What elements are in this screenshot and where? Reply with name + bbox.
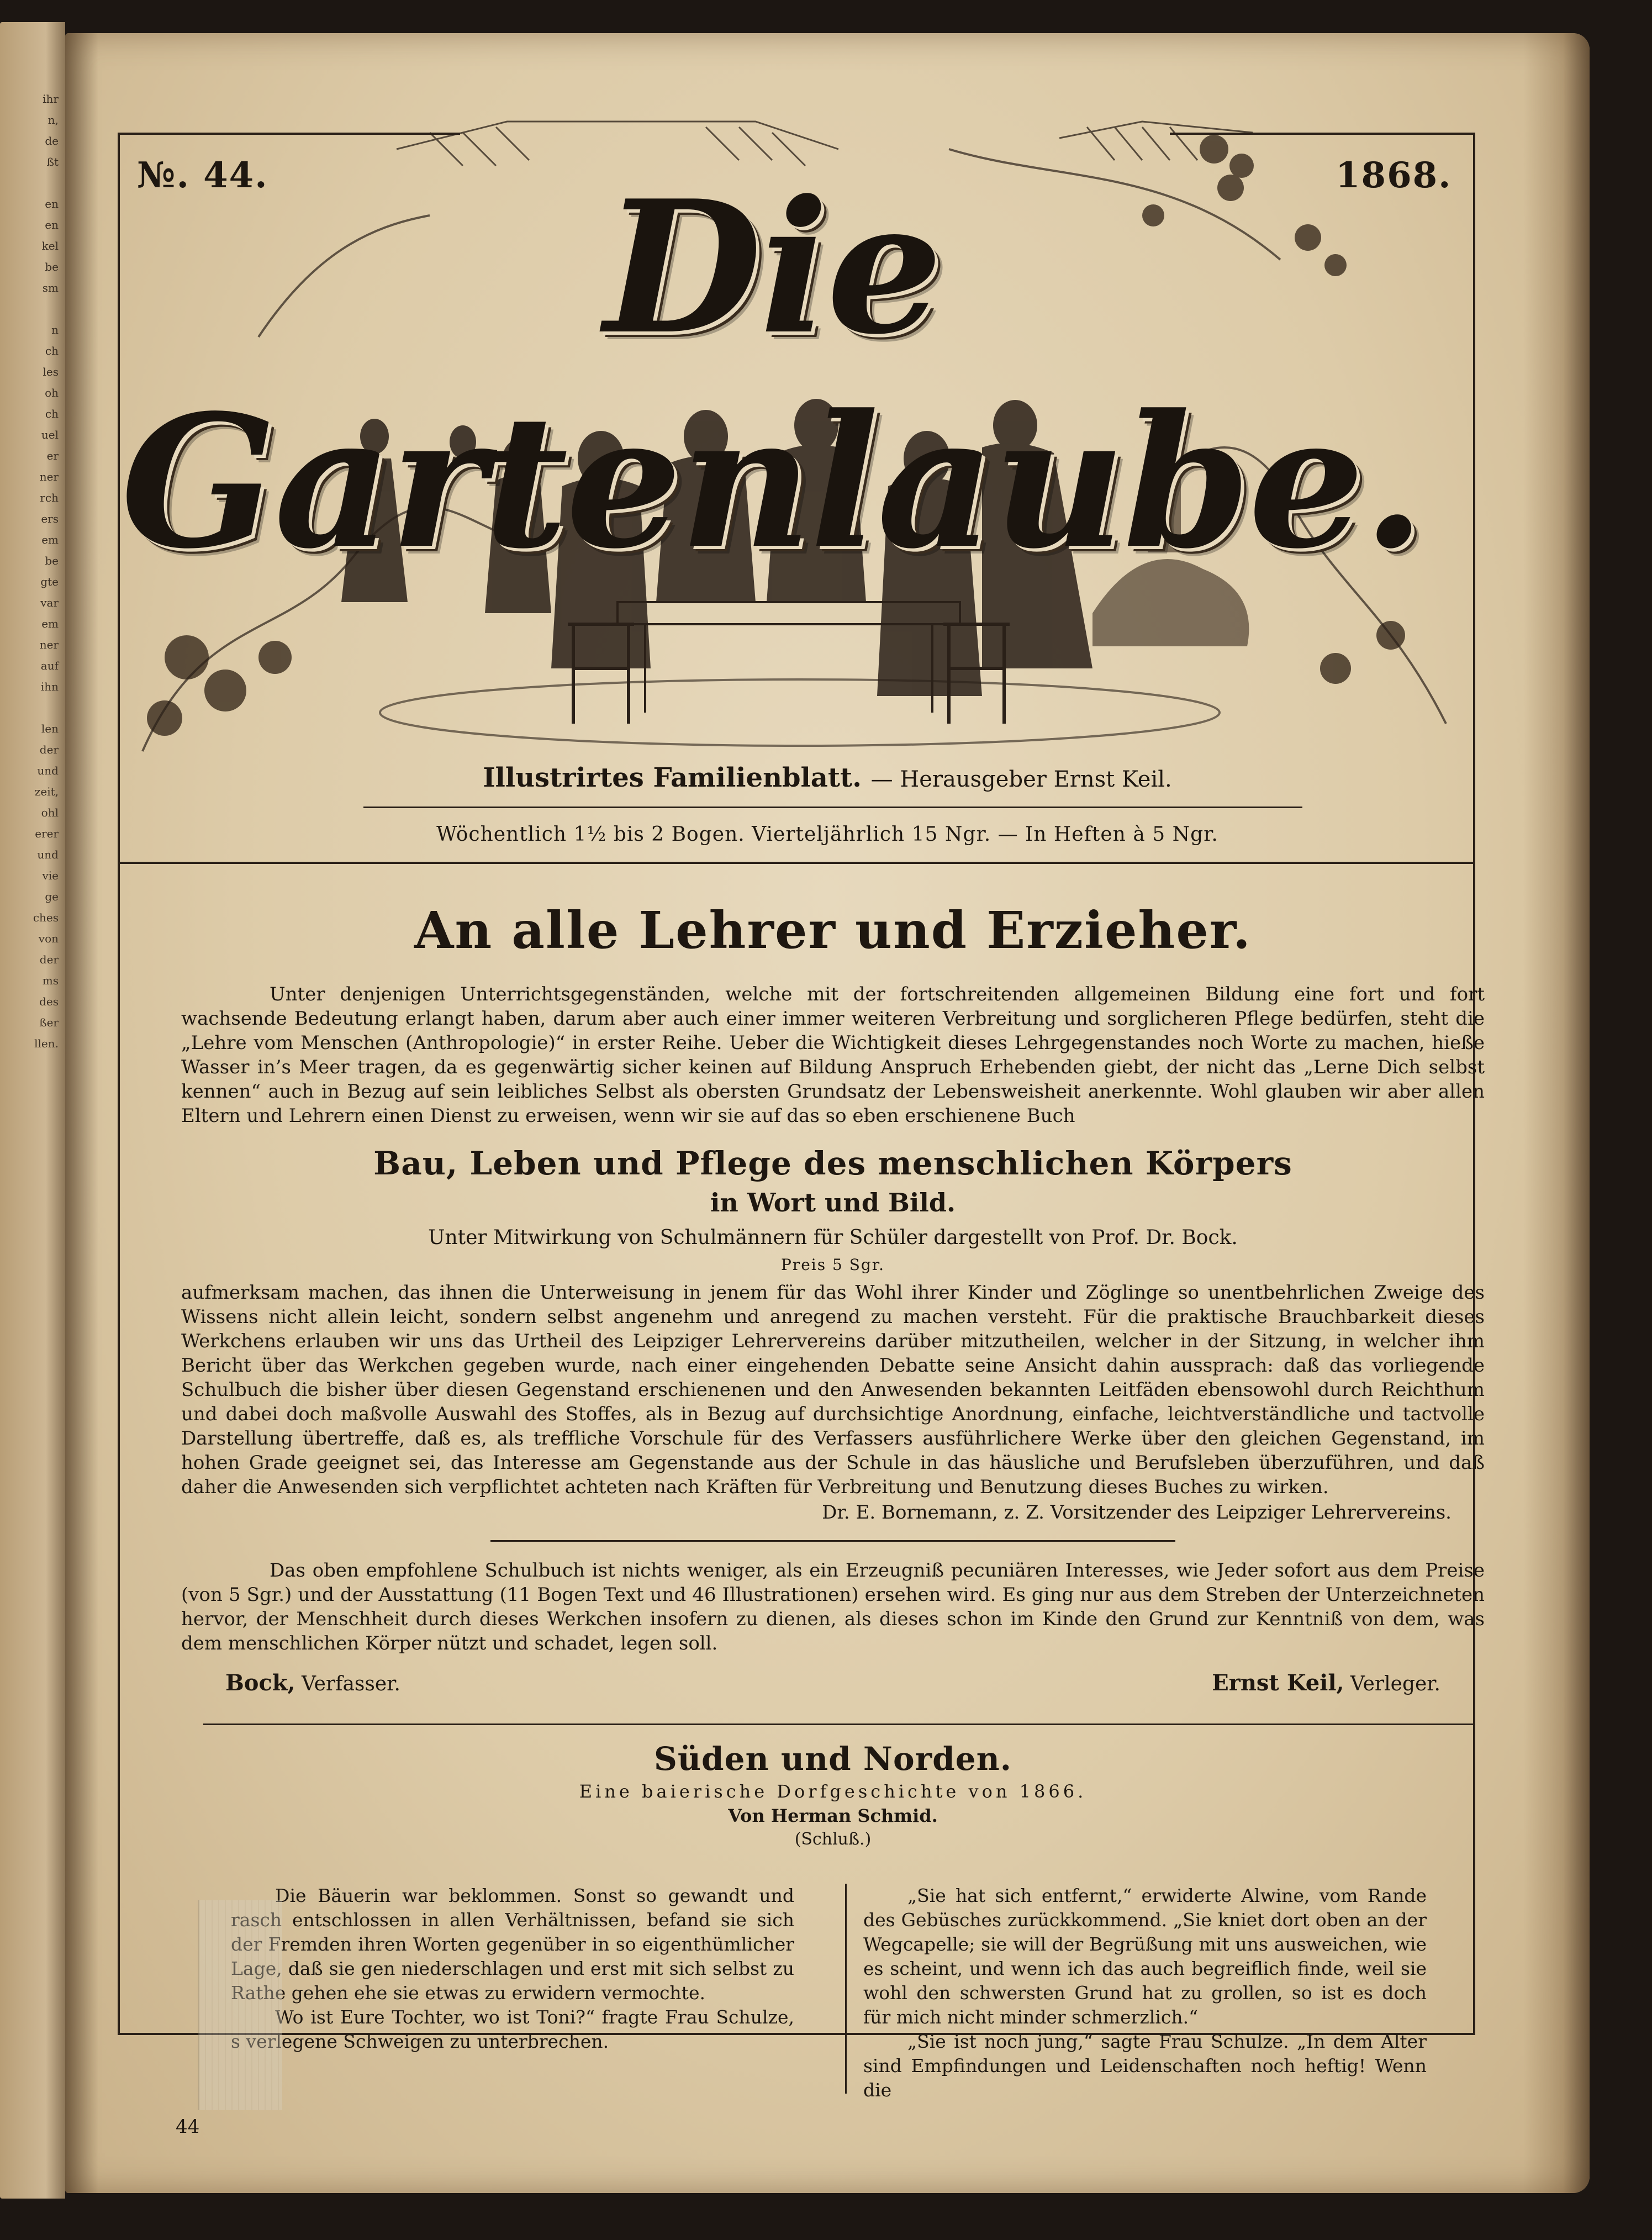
- column-divider: [845, 1884, 847, 2094]
- column-right-paragraph: „Sie ist noch jung,“ sagte Frau Schulze. „In dem Alter sind Empfindungen und Leidenschaften noch heftig! Wenn die: [863, 2031, 1427, 2101]
- left-facing-page: [0, 22, 65, 2199]
- gutter-shadow: [65, 33, 98, 2193]
- subtitle-editor: — Herausgeber Ernst Keil.: [870, 767, 1172, 792]
- article-lehrer: [181, 900, 1485, 1696]
- article-sueden-norden: [181, 1740, 1485, 1849]
- column-left-paragraph: Wo ist Eure Tochter, wo ist Toni?“ fragte Frau Schulze, s verlegene Schweigen zu unterbrechen.: [231, 2006, 794, 2052]
- signature-right-name: Ernst Keil,: [1212, 1670, 1344, 1696]
- signature-left-name: Bock,: [225, 1670, 295, 1696]
- column-left-paragraph: Die Bäuerin war beklommen. Sonst so gewandt und rasch entschlossen in allen Verhältnissen, befand sie sich der Fremden ihren Worten gegenüber in so eigenthümlicher Lage, daß sie gen niederschlagen und erst mit sich selbst zu Rathe gehen ehe sie etwas zu erwidern vermochte.: [231, 1885, 794, 2004]
- price-line: Wöchentlich 1½ bis 2 Bogen. Vierteljährlich 15 Ngr. — In Heften à 5 Ngr.: [436, 823, 1218, 846]
- article1-signatures: [181, 1670, 1485, 1696]
- page-number: 44: [176, 2116, 200, 2138]
- article1-divider: [490, 1540, 1175, 1542]
- article1-closing: Das oben empfohlene Schulbuch ist nichts weniger, als ein Erzeugniß pecuniären Interesses, wie Jeder sofort aus dem Preise (von 5 Sgr.) und der Ausstattung (11 Bogen Text und 46 Illustrationen) ersehen wird. Es ging nur aus dem Streben der Unterzeichneten hervor, der Menschheit durch dieses Werkchen insofern zu dienen, als dieses schon im Kinde den Grund zur Kenntniß von dem, was dem menschlichen Körper nützt und schadet, legen soll.: [181, 1559, 1485, 1654]
- newspaper-page: [65, 33, 1590, 2193]
- book-price: Preis 5 Sgr.: [780, 1256, 885, 1274]
- signature-right: [1212, 1670, 1440, 1696]
- section-rule: [203, 1724, 1474, 1725]
- subtitle-bold: Illustrirtes Familienblatt.: [483, 762, 862, 793]
- masthead-title: Die Gartenlaube.: [120, 160, 1424, 589]
- column-right-paragraph: „Sie hat sich entfernt,“ erwiderte Alwine, vom Rande des Gebüsches zurückkommend. „Sie kniet dort oben an der Wegcapelle; sie will der Begrüßung mit uns ausweichen, wie es scheint, und wenn ich das auch begreiflich finde, weil sie wohl den schwersten Grund hat zu grollen, so ist es doch für mich nicht minder schmerzlich.“: [863, 1885, 1427, 2028]
- book-authors: Unter Mitwirkung von Schulmännern für Schüler dargestellt von Prof. Dr. Bock.: [428, 1226, 1238, 1249]
- paper-bookmark-strip: [198, 1900, 282, 2110]
- page-edge: [1523, 33, 1590, 2193]
- article2-title: Süden und Norden.: [653, 1740, 1012, 1778]
- signature-left-role: Verfasser.: [301, 1673, 400, 1695]
- article1-signature: Dr. E. Bornemann, z. Z. Vorsitzender des Leipziger Lehrervereins.: [822, 1501, 1452, 1524]
- signature-left: [225, 1670, 400, 1696]
- article1-intro: Unter denjenigen Unterrichtsgegenständen, welche mit der fortschreitenden allgemeinen Bildung eine fort und fort wachsende Bedeutung erlangt haben, darum aber auch einer immer weiteren Verbreitung und sorglicheren Pflege bedürfen, steht die „Lehre vom Menschen (Anthropologie)“ in erster Reihe. Ueber die Wichtigkeit dieses Lehrgegenstandes noch Worte zu machen, hieße Wasser in’s Meer tragen, da es gegenwärtig sicher keinen auf Bildung Anspruch Erhebenden giebt, der nicht das „Lerne Dich selbst kennen“ auch in Bezug auf sein leibliches Selbst als obersten Grundsatz der Lebensweisheit anerkennte. Wohl glauben wir aber allen Eltern und Lehrern einen Dienst zu erweisen, wenn wir sie auf das so eben erschienene Buch: [181, 983, 1485, 1127]
- book-subtitle: in Wort und Bild.: [710, 1188, 956, 1217]
- left-page-margin-text: ihr n, de ßt en en kel be sm n ch les oh ch uel er ner rch ers em be gte var em ner auf ihn len der und zeit, ohl erer und vie ge ches von der ms des ßer llen.: [33, 92, 59, 1050]
- signature-right-role: Verleger.: [1350, 1673, 1440, 1695]
- article1-title: An alle Lehrer und Erzieher.: [414, 900, 1252, 960]
- article2-subtitle: Eine baierische Dorfgeschichte von 1866.: [579, 1781, 1087, 1802]
- article2-column-left: [231, 1884, 794, 2054]
- article2-column-right: [863, 1884, 1427, 2102]
- issue-year: 1868.: [1336, 155, 1452, 196]
- issue-number: №. 44.: [137, 155, 268, 196]
- book-title: Bau, Leben und Pflege des menschlichen Körpers: [373, 1145, 1292, 1182]
- article1-body: aufmerksam machen, das ihnen die Unterweisung in jenem für das Wohl ihrer Kinder und Zöglinge so unentbehrlichen Zweige des Wissens nicht allein leicht, sondern selbst angenehm und anregend zu machen versteht. Für die praktische Brauchbarkeit dieses Werkchens erlauben wir uns das Urtheil des Leipziger Lehrervereins darüber mitzutheilen, welcher in der Sitzung, in welcher ihm Bericht über das Werkchen gegeben wurde, nach einer eingehenden Debatte seine Ansicht dahin aussprach: daß das vorliegende Schulbuch die bisher über diesen Gegenstand erschienenen und den Anwesenden bekannten Leitfäden ebensowohl durch Reichthum und dabei doch maßvolle Auswahl des Stoffes, als in Bezug auf durchsichtige Anordnung, einfache, leichtverständliche und tactvolle Darstellung übertreffe, daß es, als treffliche Vorschule für des Verfassers ausführlichere Werke über den gleichen Gegenstand, im hohen Grade geeignet sei, das Interesse am Gegenstande aus der Schule in das häusliche und Berufsleben überzuführen, und daß daher die Anwesenden sich verpflichtet achteten nach Kräften für Verbreitung und Benutzung dieses Buches zu wirken.: [181, 1282, 1485, 1498]
- article2-author: Von Herman Schmid.: [728, 1805, 938, 1826]
- article2-note: (Schluß.): [794, 1830, 872, 1849]
